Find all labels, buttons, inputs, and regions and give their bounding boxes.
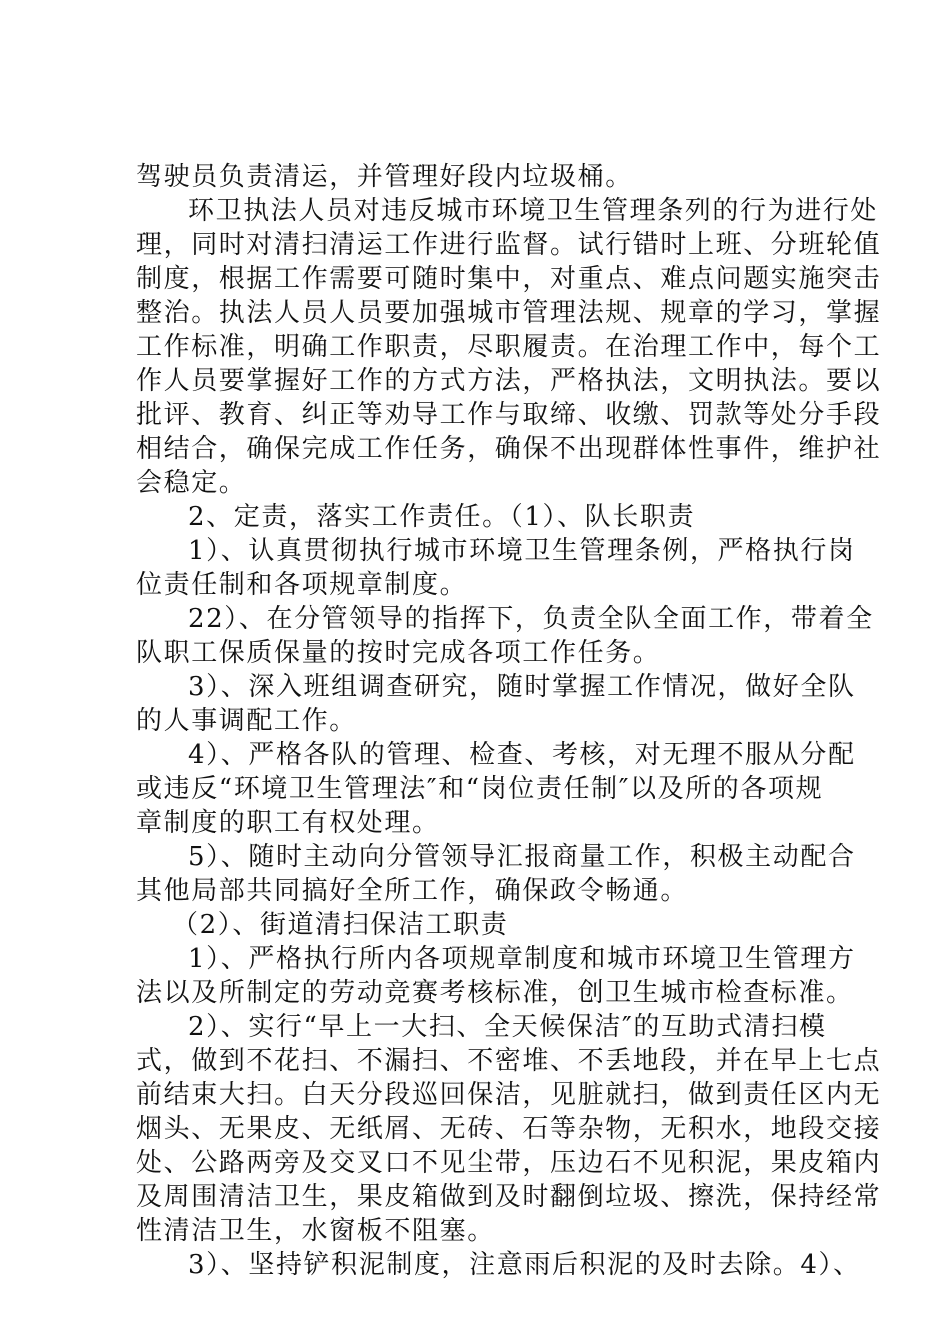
text-line: 理，同时对清扫清运工作进行监督。试行错时上班、分班轮值: [136, 230, 882, 260]
text-line: 2、定责，落实工作责任。（1）、队长职责: [188, 502, 696, 532]
text-line: 1）、认真贯彻执行城市环境卫生管理条例，严格执行岗: [188, 536, 856, 566]
text-line: 3）、深入班组调查研究，随时掌握工作情况，做好全队: [188, 672, 856, 702]
text-line: 驾驶员负责清运，并管理好段内垃圾桶。: [136, 162, 633, 192]
text-line: 工作标准，明确工作职责，尽职履责。在治理工作中，每个工: [136, 332, 882, 362]
text-line: 或违反“环境卫生管理法″和“岗位责任制″以及所的各项规: [136, 774, 824, 804]
text-line: 会稳定。: [136, 468, 247, 498]
text-line: 位责任制和各项规章制度。: [136, 570, 468, 600]
text-line: 作人员要掌握好工作的方式方法，严格执法，文明执法。要以: [136, 366, 882, 396]
text-line: 3）、坚持铲积泥制度，注意雨后积泥的及时去除。4）、: [188, 1250, 861, 1280]
text-line: 4）、严格各队的管理、检查、考核，对无理不服从分配: [188, 740, 856, 770]
text-line: 法以及所制定的劳动竞赛考核标准，创卫生城市检查标准。: [136, 978, 854, 1008]
text-line: 相结合，确保完成工作任务，确保不出现群体性事件，维护社: [136, 434, 882, 464]
text-line: 其他局部共同搞好全所工作，确保政令畅通。: [136, 876, 689, 906]
text-line: 22）、在分管领导的指挥下，负责全队全面工作，带着全: [188, 604, 874, 634]
text-line: 制度，根据工作需要可随时集中，对重点、难点问题实施突击: [136, 264, 882, 294]
text-line: 性清洁卫生，水窗板不阻塞。: [136, 1216, 495, 1246]
text-line: 前结束大扫。白天分段巡回保洁，见脏就扫，做到责任区内无: [136, 1080, 882, 1110]
text-line: 5）、随时主动向分管领导汇报商量工作，积极主动配合: [188, 842, 856, 872]
text-line: 的人事调配工作。: [136, 706, 357, 736]
text-line: 式，做到不花扫、不漏扫、不密堆、不丢地段，并在早上七点: [136, 1046, 882, 1076]
text-line: 及周围清洁卫生，果皮箱做到及时翻倒垃圾、擦洗，保持经常: [136, 1182, 882, 1212]
text-line: 整治。执法人员人员要加强城市管理法规、规章的学习，掌握: [136, 298, 882, 328]
text-line: 队职工保质保量的按时完成各项工作任务。: [136, 638, 661, 668]
text-line: 烟头、无果皮、无纸屑、无砖、石等杂物，无积水，地段交接: [136, 1114, 882, 1144]
text-line: 1）、严格执行所内各项规章制度和城市环境卫生管理方: [188, 944, 856, 974]
text-line: 章制度的职工有权处理。: [136, 808, 440, 838]
text-line: 2）、实行“早上一大扫、全天候保洁″的互助式清扫模: [188, 1012, 827, 1042]
text-line: 环卫执法人员对违反城市环境卫生管理条列的行为进行处: [188, 196, 879, 226]
text-line: 批评、教育、纠正等劝导工作与取缔、收缴、罚款等处分手段: [136, 400, 882, 430]
document-body: [136, 160, 882, 1282]
text-line: 处、公路两旁及交叉口不见尘带，压边石不见积泥，果皮箱内: [136, 1148, 882, 1178]
text-line: （2）、街道清扫保洁工职责: [172, 910, 509, 940]
